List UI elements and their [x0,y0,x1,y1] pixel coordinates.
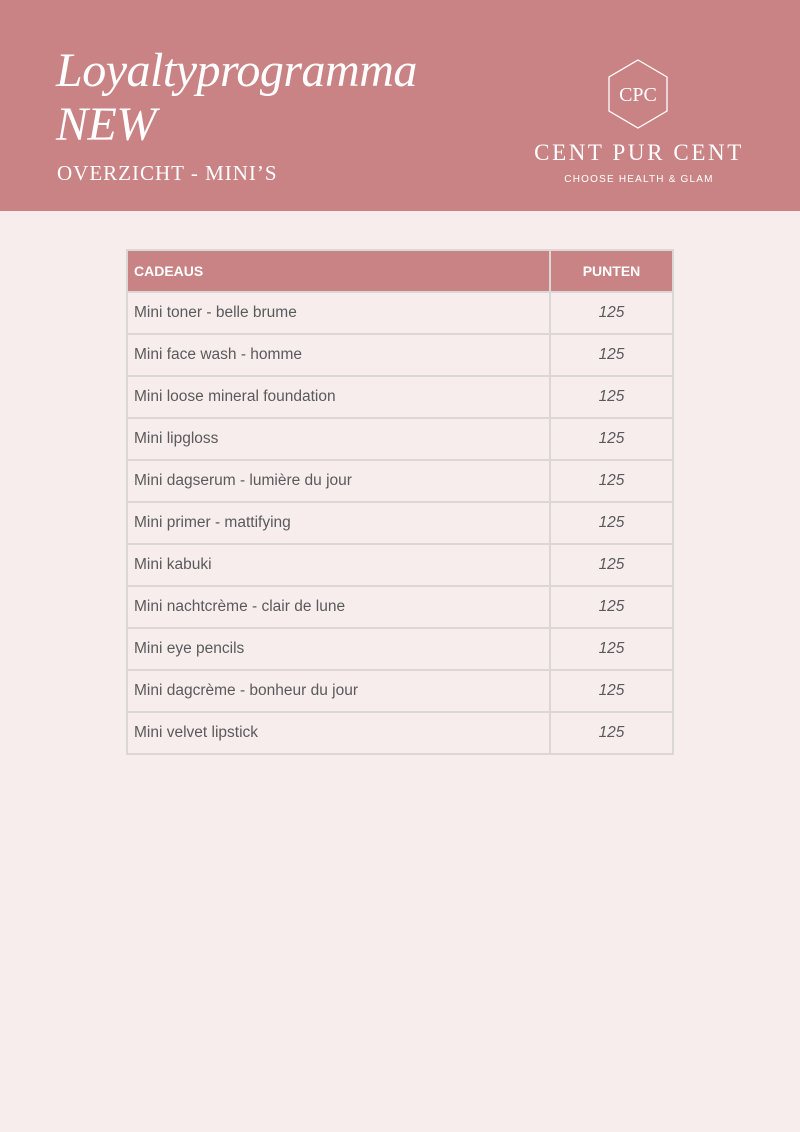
gift-name: Mini face wash - homme [127,334,550,376]
gift-points: 125 [550,460,673,502]
gift-name: Mini loose mineral foundation [127,376,550,418]
gift-points: 125 [550,334,673,376]
page-title [56,44,417,152]
table-row [127,586,673,628]
table-row [127,628,673,670]
gift-name: Mini eye pencils [127,628,550,670]
brand-logo-icon [606,58,670,130]
column-header-gifts: CADEAUS [127,250,550,292]
table-row [127,502,673,544]
table-row [127,712,673,754]
logo-monogram: CPC [619,84,657,106]
gift-points: 125 [550,670,673,712]
gift-name: Mini lipgloss [127,418,550,460]
gift-name: Mini kabuki [127,544,550,586]
gift-points: 125 [550,712,673,754]
page-subtitle: OVERZICHT - MINI’S [57,161,278,185]
rewards-table [126,249,674,755]
gift-name: Mini velvet lipstick [127,712,550,754]
brand-name: CENT PUR CENT [534,140,744,165]
column-header-points: PUNTEN [550,250,673,292]
table-header-row [127,250,673,292]
table-row [127,292,673,334]
table-row [127,376,673,418]
gift-points: 125 [550,502,673,544]
gift-points: 125 [550,544,673,586]
brand-tagline: CHOOSE HEALTH & GLAM [564,174,714,185]
gift-points: 125 [550,292,673,334]
page-header [0,0,800,211]
title-line-2: NEW [56,98,156,151]
gift-points: 125 [550,628,673,670]
table-row [127,418,673,460]
gift-points: 125 [550,418,673,460]
table-row [127,670,673,712]
table-row [127,460,673,502]
gift-points: 125 [550,376,673,418]
table-row [127,544,673,586]
gift-points: 125 [550,586,673,628]
gift-name: Mini dagserum - lumière du jour [127,460,550,502]
title-line-1: Loyaltyprogramma [56,44,417,97]
table-row [127,334,673,376]
gift-name: Mini primer - mattifying [127,502,550,544]
gift-name: Mini toner - belle brume [127,292,550,334]
gift-name: Mini dagcrème - bonheur du jour [127,670,550,712]
gift-name: Mini nachtcrème - clair de lune [127,586,550,628]
